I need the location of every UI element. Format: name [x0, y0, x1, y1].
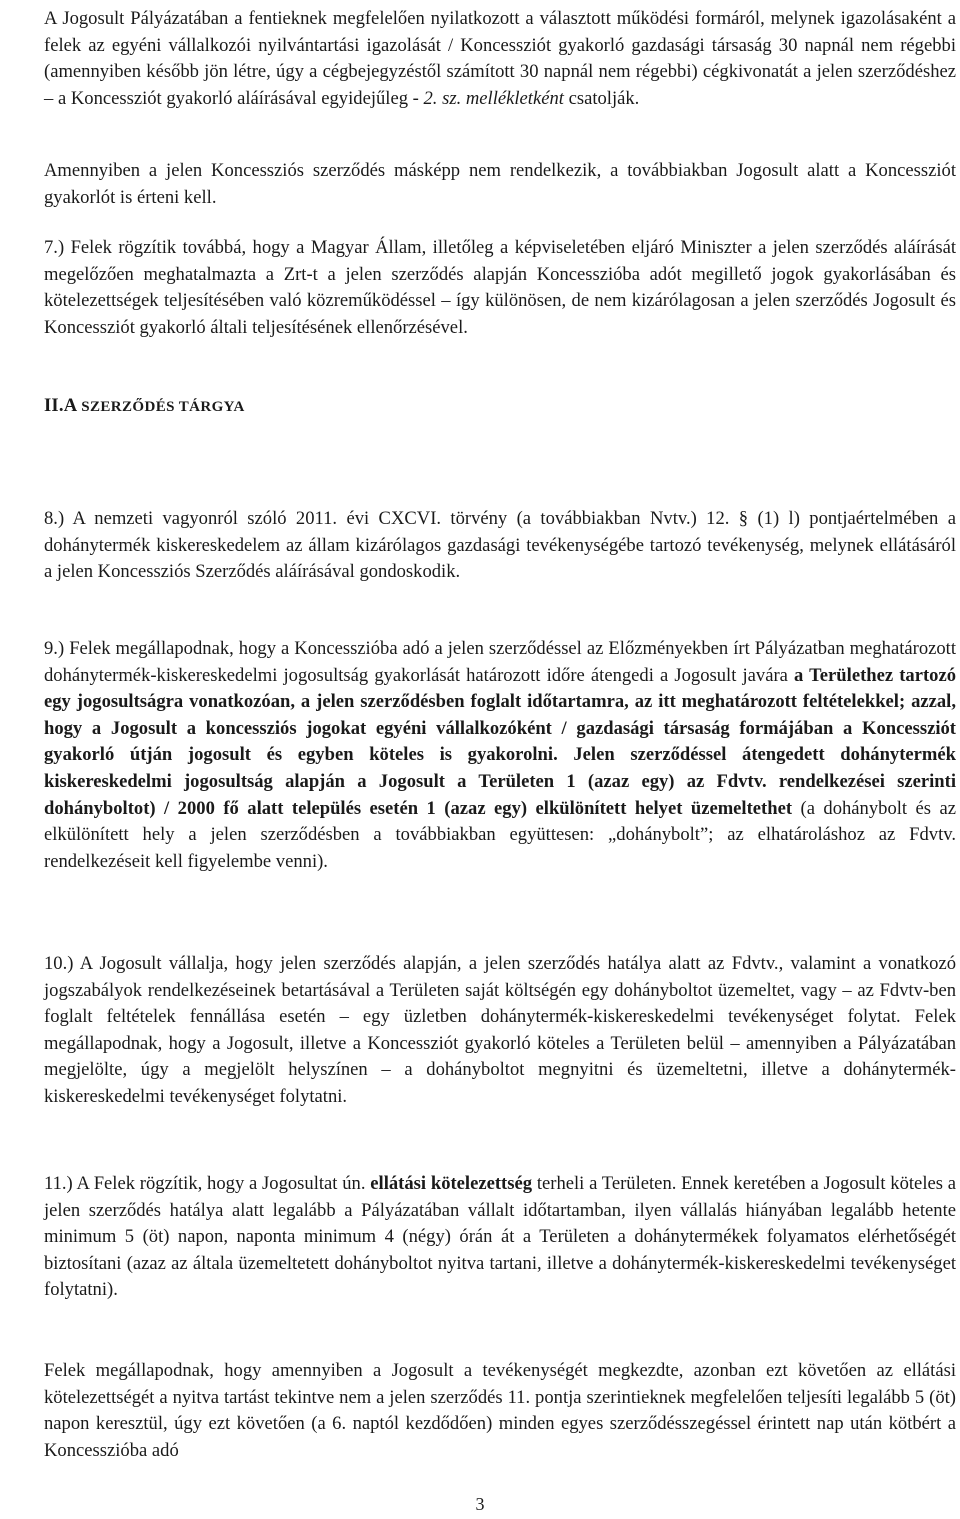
section-heading [44, 393, 956, 421]
paragraph-9-text-end: (a dohánybolt és az elkülönített hely a jelen szerződésben a továbbiakban együttesen: „dohánybolt”; az elhatároláshoz az Fdvtv. rendelkezéseit kell figyelembe venni). [44, 797, 956, 872]
paragraph-10-text: A Jogosult vállalja, hogy jelen szerződés alapján, a jelen szerződés hatálya alatt az Fdvtv., valamint a vonatkozó jogszabályok rendelkezéseinek betartásával a Területen saját költségén egy dohányboltot üzemeltet, vagy – az Fdvtv-ben foglalt feltételek fennállása esetén – egy üzletben dohánytermék-kiskereskedelmi tevékenységet folytat. Felek megállapodnak, hogy a Jogosult, illetve a Koncessziót gyakorló köteles a Területen belül – amennyiben a Pályázatában megjelölte, úgy a megjelölt helyszínen – a dohányboltot megnyitni és üzemeltetni, illetve a dohánytermék-kiskereskedelmi tevékenységet folytatni. [44, 953, 956, 1107]
intro-paragraph-2 [44, 158, 956, 211]
page-number: 3 [475, 1494, 485, 1514]
paragraph-7 [44, 235, 956, 341]
paragraph-9 [44, 636, 956, 875]
paragraph-11-text-end: terheli a Területen. Ennek keretében a Jogosult köteles a jelen szerződés hatálya alatt legalább a Pályázatában vállalt időtartamban, ilyen vállalás hiányában legalább hetente minimum 5 (öt) napon, naponta minimum 4 (négy) órán át a Területen a dohánytermékek folyamatos elérhetőségét biztosítani (azaz az általa üzemeltetett dohányboltot nyitva tartani, illetve a dohánytermék-kiskereskedelmi tevékenységet folytatni). [44, 1173, 957, 1301]
paragraph-8-text: A nemzeti vagyonról szóló 2011. évi CXCVI. törvény (a továbbiakban Nvtv.) 12. § (1) l) pontjaértelmében a dohánytermék kiskereskedelem az állam kizárólagos gazdasági tevékenységébe tartozó tevékenység, melynek ellátásáról a jelen Koncessziós Szerződés aláírásával gondoskodik. [44, 508, 956, 583]
paragraph-8 [44, 506, 956, 586]
paragraph-11-number: 11.) [44, 1173, 73, 1194]
paragraph-8-number: 8.) [44, 508, 65, 529]
paragraph-11 [44, 1171, 956, 1304]
paragraph-11-bold: ellátási kötelezettség [370, 1173, 533, 1194]
paragraph-7-number: 7.) [44, 237, 65, 258]
paragraph-9-bold: a Területhez tartozó egy jogosultságra vonatkozóan, a jelen szerződésben foglalt időtartamra, az itt meghatározott feltételekkel; azzal, hogy a Jogosult a koncessziós jogokat egyéni vállalkozóként / gazdasági társaság formájában a Koncessziót gyakorló útján jogosult és egyben köteles is gyakorolni. Jelen szerződéssel átengedett dohánytermék kiskereskedelmi jogosultság alapján a Jogosult a Területen 1 (azaz egy) az Fdvtv. rendelkezései szerinti dohányboltot) / 2000 fő alatt település esetén 1 (azaz egy) elkülönített helyet üzemeltethet [44, 664, 957, 819]
intro-paragraph-1-text: A Jogosult Pályázatában a fentieknek megfelelően nyilatkozott a választott működési formáról, melynek igazolásaként a felek az egyéni vállalkozói nyilvántartási igazolását / Koncessziót gyakorló gazdasági társaság 30 napnál nem régebbi (amennyiben később jön létre, úgy a cégbejegyzéstől számított 30 napnál nem régebbi) cégkivonatát a jelen szerződéshez – a Koncessziót gyakorló aláírásával egyidejűleg - [44, 8, 956, 109]
paragraph-11-text: A Felek rögzítik, hogy a Jogosultat ún. [76, 1173, 366, 1194]
paragraph-7-text: Felek rögzítik továbbá, hogy a Magyar Állam, illetőleg a képviseletében eljáró Miniszter a jelen szerződés aláírását megelőzően meghatalmazta a Zrt-t a jelen szerződés alapján Koncesszióba adót megillető jogok gyakorlásában és kötelezettségek teljesítésében való közreműködéssel – így különösen, de nem kizárólagosan a jelen szerződés Jogosult és Koncessziót gyakorló általi teljesítésének ellenőrzésével. [44, 237, 956, 338]
section-title-first: A [63, 395, 77, 416]
section-number: II. [44, 395, 64, 416]
intro-paragraph-1-end: csatolják. [568, 87, 640, 109]
intro-paragraph-2-text: Amennyiben a jelen Koncessziós szerződés másképp nem rendelkezik, a továbbiakban Jogosult alatt a Koncessziót gyakorlót is érteni kell. [44, 160, 956, 208]
paragraph-12 [44, 1358, 956, 1464]
paragraph-10 [44, 951, 956, 1111]
paragraph-12-text: Felek megállapodnak, hogy amennyiben a Jogosult a tevékenységét megkezdte, azonban ezt követően az ellátási kötelezettségét a nyitva tartást tekintve nem a jelen szerződés 11. pontja szerintieknek megfelelően teljesíti legalább 5 (öt) napon keresztül, úgy ezt követően (a 6. naptól kezdődően) minden egyes szerződésszegéssel érintett nap után kötbért a Koncesszióba adó [44, 1360, 956, 1461]
intro-paragraph-1-attachment: 2. sz. mellékletként [423, 87, 564, 109]
section-title: SZERZŐDÉS TÁRGYA [81, 399, 245, 415]
intro-paragraph-1 [44, 6, 956, 112]
paragraph-10-number: 10.) [44, 953, 74, 974]
paragraph-9-text: Felek megállapodnak, hogy a Koncesszióba adó a jelen szerződéssel az Előzményekben írt Pályázatban meghatározott dohánytermék-kiskereskedelmi jogosultság gyakorlását határozott időre átengedi a Jogosult javára [44, 638, 957, 686]
paragraph-9-number: 9.) [44, 638, 65, 659]
